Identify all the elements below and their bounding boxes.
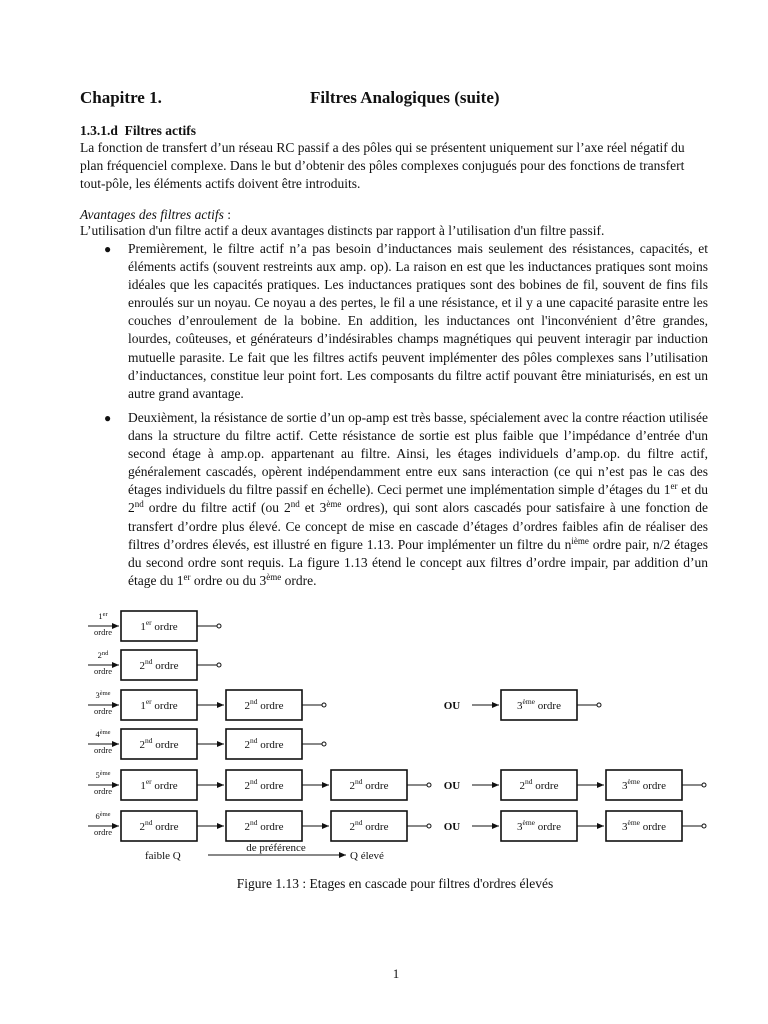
stage-label: 3ème ordre	[622, 818, 666, 833]
intro-paragraph: La fonction de transfert d’un réseau RC passif a des pôles qui se présentent uniquement sur l’axe réel négatif du plan fréquenciel complexe. Dans le but d’obtenir des pôles complexes conjugués pour des fonctions de transfert tout-pôle, les éléments actifs doivent être introduits.	[80, 140, 685, 191]
output-terminal	[322, 703, 326, 707]
figure-caption: Figure 1.13 : Etages en cascade pour filtres d'ordres élevés	[236, 876, 554, 891]
stage-label: 2nd ordre	[244, 736, 284, 751]
bullet-item-first	[104, 240, 708, 403]
input-order-word: ordre	[94, 666, 112, 676]
input-order-label: 5ème	[95, 770, 111, 780]
stage-label: 1er ordre	[140, 618, 178, 633]
ou-label: OU	[443, 700, 461, 712]
advantages-heading-colon: :	[223, 207, 231, 222]
input-order-label: 1er	[98, 611, 108, 621]
bullet-item-second	[104, 409, 708, 590]
axis-label-preference: de préférence	[246, 842, 306, 854]
stage-label: 2nd ordre	[139, 736, 179, 751]
stage-label: 1er ordre	[140, 697, 178, 712]
stage-label: 3ème ordre	[517, 697, 561, 712]
axis-label-low-q: faible Q	[145, 850, 181, 862]
input-order-label: 4ème	[95, 729, 111, 739]
chapter-number: Chapitre 1.	[80, 88, 162, 107]
input-order-label: 6ème	[95, 811, 111, 821]
input-order-word: ordre	[94, 745, 112, 755]
output-terminal	[322, 742, 326, 746]
bullet-icon: ●	[104, 242, 112, 256]
stage-label: 2nd ordre	[244, 818, 284, 833]
stage-label: 2nd ordre	[244, 697, 284, 712]
axis-label-high-q: Q élevé	[350, 850, 384, 862]
stage-label: 3ème ordre	[622, 777, 666, 792]
ou-label: OU	[443, 821, 461, 833]
output-terminal	[702, 824, 706, 828]
stage-label: 2nd ordre	[349, 818, 389, 833]
stage-label: 2nd ordre	[519, 777, 559, 792]
bullet-text: Premièrement, le filtre actif n’a pas besoin d’inductances mais seulement des résistances, capacités, et éléments actifs (souvent restreints aux amp. op). La raison en est que les inductances pratiques sont moins idéales que les capacités pratiques. Les inductances pratiques sont des bobines de fil, souvent de fins fils enroulés sur un noyau. Ce noyau a des pertes, le fil a une résistance, et il y a une capacité parasite entre les couches d’enroulement de la bobine. En addition, les inductances ont l'inconvénient d’être grandes, lourdes, coûteuses, et générateurs d’indésirables champs magnétiques qui peuvent interagir par induction mutuelle parasite. Le fait que les filtres actifs peuvent implémenter des pôles complexes sans l’utilisation d’inductances, constitue leur point fort. Les composants du filtre actif pouvant être miniaturisés, en est un autre grand avantage.	[128, 241, 708, 401]
cascade-filter-diagram	[80, 600, 720, 870]
bullet-icon: ●	[104, 411, 112, 425]
output-terminal	[702, 783, 706, 787]
chapter-title: Filtres Analogiques (suite)	[310, 88, 500, 107]
page-number: 1	[392, 966, 400, 981]
stage-label: 3ème ordre	[517, 818, 561, 833]
output-terminal	[217, 663, 221, 667]
input-order-word: ordre	[94, 706, 112, 716]
output-terminal	[427, 783, 431, 787]
output-terminal	[427, 824, 431, 828]
advantages-heading-text: Avantages des filtres actifs	[80, 207, 224, 222]
input-order-label: 3ème	[95, 690, 111, 700]
input-order-word: ordre	[94, 827, 112, 837]
chapter-header	[80, 88, 700, 110]
input-order-label: 2nd	[97, 650, 109, 660]
output-terminal	[597, 703, 601, 707]
stage-label: 1er ordre	[140, 777, 178, 792]
advantages-intro: L’utilisation d'un filtre actif a deux avantages distincts par rapport à l’utilisation d'un filtre passif.	[80, 223, 605, 238]
stage-label: 2nd ordre	[244, 777, 284, 792]
output-terminal	[217, 624, 221, 628]
section-number: 1.3.1.d	[80, 123, 118, 138]
section-title: Filtres actifs	[124, 123, 196, 138]
stage-label: 2nd ordre	[139, 818, 179, 833]
section-heading	[80, 123, 196, 139]
ou-label: OU	[443, 780, 461, 792]
input-order-word: ordre	[94, 627, 112, 637]
stage-label: 2nd ordre	[139, 657, 179, 672]
bullet-text: Deuxièment, la résistance de sortie d’un op-amp est très basse, spécialement avec la contre réaction utilisée dans la structure du filtre actif. Cette résistance de sortie est plus faible que l’impédance d’entrée d'un second étage à amp.op. appartenant au filtre. Ainsi, les étages individuels d’amp.op. du filtre actif, généralement cascadés, opèrent indépendamment entre eux sans interaction (ce qui n’est pas le cas des étages individuels du filtre passif en échelle). Ceci permet une implémentation simple d’étages du 1er et du 2nd ordre du filtre actif (ou 2nd et 3ème ordres), qui sont alors cascadés pour satisfaire à une fonction de transfert d’ordre plus élevé. Ce concept de mise en cascade d’étages d’ordres faibles afin de réaliser des filtres d’ordres élevés, est illustré en figure 1.13. Pour implémenter un filtre du $n^{ième}$ ordre pair, n/2 étages du second ordre sont requis. La figure 1.13 étend le concept aux filtres d’ordre impair, par addition d’un étage du 1er ordre ou du 3ème ordre.	[128, 410, 708, 588]
input-order-word: ordre	[94, 786, 112, 796]
stage-label: 2nd ordre	[349, 777, 389, 792]
